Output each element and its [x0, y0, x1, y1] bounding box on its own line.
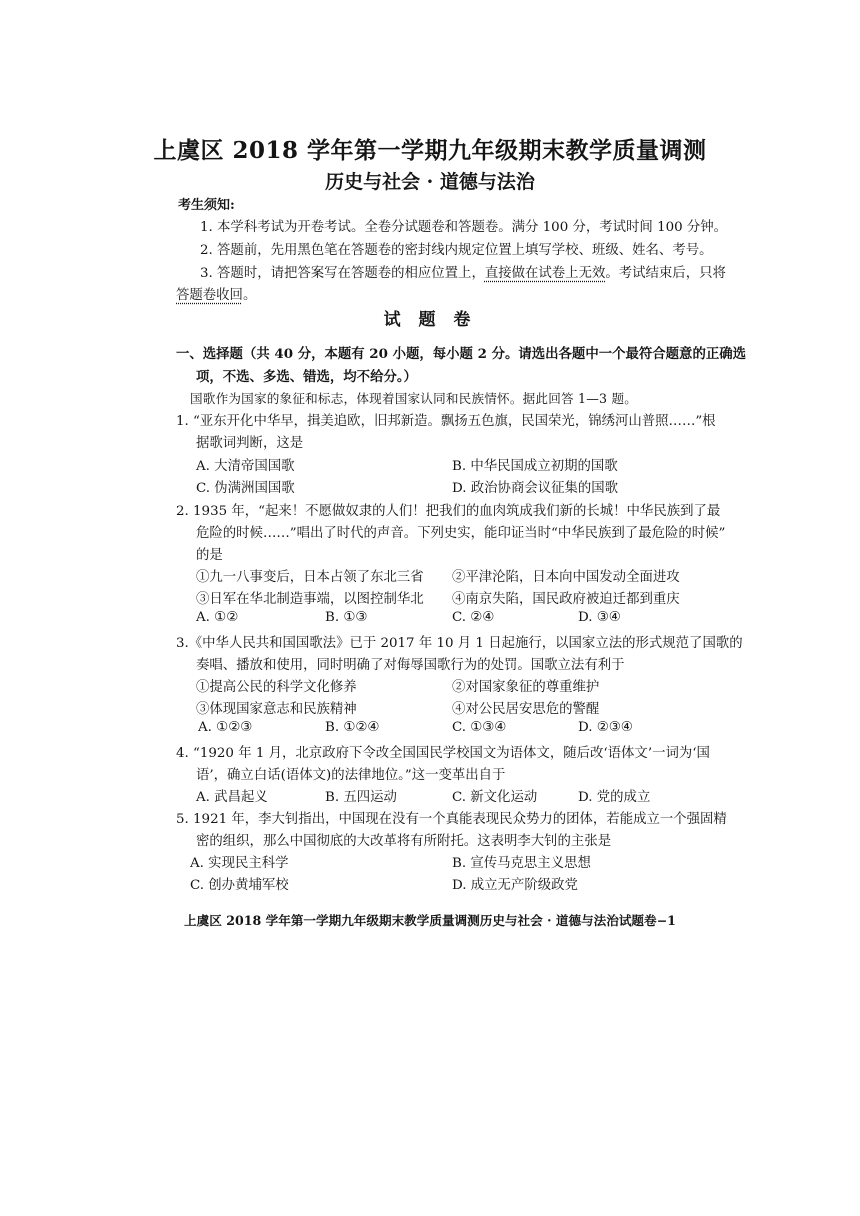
q3-option-a: A. ①②③ [198, 720, 253, 735]
q1-option-c: C. 伪满洲国国歌 [196, 481, 295, 496]
notice-heading: 考生须知: [178, 198, 235, 213]
q5-option-a: A. 实现民主科学 [190, 856, 289, 871]
q2-statement-2: ②平津沦陷，日本向中国发动全面进攻 [452, 570, 680, 585]
q5-stem-line-1: 5. 1921 年，李大钊指出，中国现在没有一个真能表现民众势力的团体，若能成立一个强固精 [176, 812, 727, 827]
notice-item-3-part-a: 3. 答题时，请把答案写在答题卷的相应位置上， [200, 266, 485, 281]
notice-item-3 [200, 262, 726, 281]
q5-option-b: B. 宣传马克思主义思想 [452, 856, 591, 871]
q3-stem-line-1: 3.《中华人民共和国国歌法》已于 2017 年 10 月 1 日起施行，以国家立法的形式规范了国歌的 [176, 636, 743, 651]
q2-option-d: D. ③④ [578, 610, 621, 625]
q3-stem-line-2: 奏唱、播放和使用，同时明确了对侮辱国歌行为的处罚。国歌立法有利于 [196, 658, 625, 673]
notice-item-3-end: 。 [242, 288, 257, 303]
q1-option-a: A. 大清帝国国歌 [196, 459, 295, 474]
q1-option-d: D. 政治协商会议征集的国歌 [452, 481, 619, 496]
notice-item-3-emphasis-2: 答题卷收回 [176, 288, 243, 303]
q3-statement-2: ②对国家象征的尊重维护 [452, 680, 600, 695]
q1-option-b: B. 中华民国成立初期的国歌 [452, 459, 618, 474]
page-footer: 上虞区 2018 学年第一学期九年级期末教学质量调测历史与社会 · 道德与法治试题卷−1 [184, 913, 676, 928]
q1-stem-line-1: 1. “亚东开化中华早，揖美追欧，旧邦新造。飘扬五色旗，民国荣光，锦绣河山普照……”根 [176, 414, 716, 429]
q2-option-c: C. ②④ [452, 610, 495, 625]
q2-stem-line-2: 危险的时候……”唱出了时代的声音。下列史实，能印证当时“中华民族到了最危险的时候” [196, 526, 726, 541]
q2-stem-line-1: 2. 1935 年，“起来！不愿做奴隶的人们！把我们的血肉筑成我们新的长城！中华民族到了最 [176, 504, 721, 519]
q4-stem-line-1: 4. “1920 年 1 月，北京政府下令改全国国民学校国文为语体文，随后改‘语体文’一词为‘国 [176, 746, 710, 761]
q2-statement-1: ①九一八事变后，日本占领了东北三省 [196, 570, 424, 585]
part1-heading-line-1: 一、选择题（共 40 分，本题有 20 小题，每小题 2 分。请选出各题中一个最符合题意的正确选 [176, 346, 747, 362]
part1-intro: 国歌作为国家的象征和标志，体现着国家认同和民族情怀。据此回答 1—3 题。 [190, 391, 638, 406]
notice-item-3-emphasis: 直接做在试卷上无效 [484, 266, 606, 281]
q5-option-d: D. 成立无产阶级政党 [452, 878, 578, 893]
q5-option-c: C. 创办黄埔军校 [190, 878, 289, 893]
q2-statement-3: ③日军在华北制造事端，以图控制华北 [196, 592, 424, 607]
q2-statement-4: ④南京失陷，国民政府被迫迁都到重庆 [452, 592, 680, 607]
notice-item-1: 1. 本学科考试为开卷考试。全卷分试题卷和答题卷。满分 100 分，考试时间 100 分钟。 [200, 220, 728, 235]
q5-stem-line-2: 密的组织，那么中国彻底的大改革将有所附托。这表明李大钊的主张是 [196, 834, 612, 849]
q3-statement-1: ①提高公民的科学文化修养 [196, 680, 357, 695]
section-title: 试 题 卷 [383, 310, 477, 330]
q4-option-b: B. 五四运动 [325, 790, 397, 805]
q2-option-a: A. ①② [196, 610, 239, 625]
q2-stem-line-3: 的是 [196, 548, 223, 563]
q4-option-d: D. 党的成立 [578, 790, 651, 805]
q4-option-c: C. 新文化运动 [452, 790, 538, 805]
part1-heading-line-2: 项，不选、多选、错选，均不给分。） [196, 369, 417, 385]
q3-option-b: B. ①②④ [325, 720, 380, 735]
q3-option-d: D. ②③④ [578, 720, 633, 735]
q4-option-a: A. 武昌起义 [196, 790, 268, 805]
q4-stem-line-2: 语’，确立白话(语体文)的法律地位。”这一变革出自于 [196, 768, 506, 783]
notice-item-2: 2. 答题前，先用黑色笔在答题卷的密封线内规定位置上填写学校、班级、姓名、考号。 [200, 243, 713, 258]
page-subtitle: 历史与社会 · 道德与法治 [325, 171, 535, 193]
notice-item-3-line-2 [176, 284, 256, 303]
notice-item-3-part-c: 。考试结束后，只将 [605, 266, 726, 281]
q3-statement-4: ④对公民居安思危的警醒 [452, 702, 600, 717]
page-title: 上虞区 2018 学年第一学期九年级期末教学质量调测 [153, 137, 707, 164]
q2-option-b: B. ①③ [325, 610, 368, 625]
q3-statement-3: ③体现国家意志和民族精神 [196, 702, 357, 717]
q1-stem-line-2: 据歌词判断，这是 [196, 436, 304, 451]
q3-option-c: C. ①③④ [452, 720, 507, 735]
